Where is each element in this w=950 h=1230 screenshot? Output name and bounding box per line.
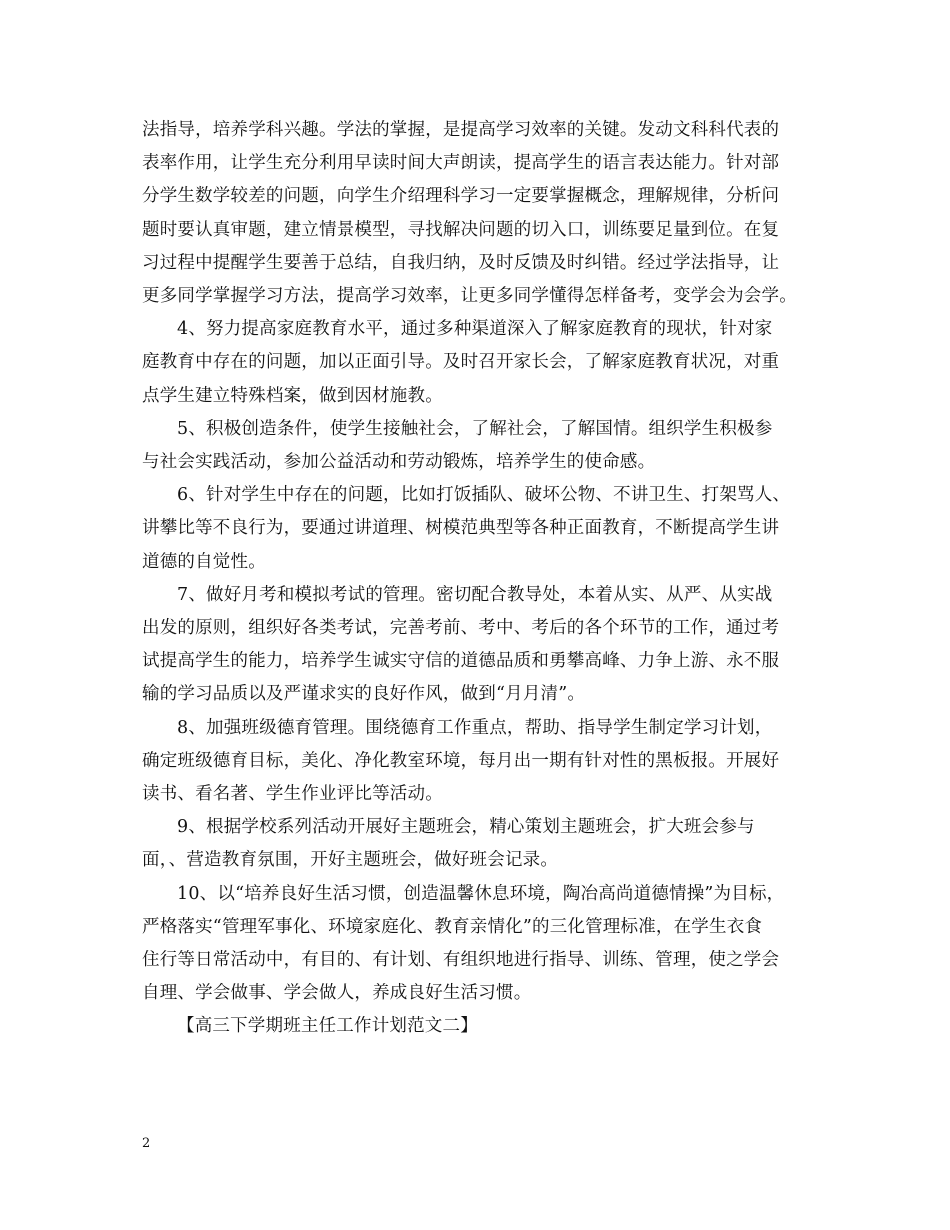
text-line: 面，、营造教育氛围，开好主题班会，做好班会记录。 (142, 850, 559, 871)
text-line: 分学生数学较差的问题，向学生介绍理科学习一定要掌握概念，理解规律，分析问 (142, 186, 780, 207)
paragraph-study-methods (142, 114, 822, 313)
page-number: 2 (142, 1136, 151, 1151)
text-line: 习过程中提醒学生要善于总结，自我归纳，及时反馈及时纠错。经过学法指导，让 (142, 252, 780, 273)
paragraph-item-5 (142, 413, 822, 479)
text-line: 讲攀比等不良行为，要通过讲道理、树模范典型等各种正面教育，不断提高学生讲 (142, 518, 780, 539)
text-line: 庭教育中存在的问题，加以正面引导。及时召开家长会，了解家庭教育状况，对重 (142, 352, 780, 373)
text-line: 与社会实践活动，参加公益活动和劳动锻炼，培养学生的使命感。 (142, 452, 656, 473)
paragraph-item-9 (142, 811, 822, 877)
text-line: 试提高学生的能力，培养学生诚实守信的道德品质和勇攀高峰、力争上游、永不服 (142, 651, 780, 672)
paragraph-item-8 (142, 712, 822, 812)
paragraph-item-10 (142, 878, 822, 1011)
text-line: 7、做好月考和模拟考试的管理。密切配合教导处，本着从实、从严、从实战 (177, 584, 773, 605)
text-line: 6、针对学生中存在的问题，比如打饭插队、破坏公物、不讲卫生、打架骂人、 (177, 485, 791, 506)
section-heading: 【高三下学期班主任工作计划范文二】 (177, 1016, 478, 1037)
text-line: 10、以“培养良好生活习惯，创造温馨休息环境，陶冶高尚道德情操”为目标， (177, 883, 785, 904)
text-line: 道德的自觉性。 (142, 551, 266, 572)
paragraph-item-4 (142, 313, 822, 413)
paragraph-item-6 (142, 479, 822, 579)
text-line: 5、积极创造条件，使学生接触社会，了解社会，了解国情。组织学生积极参 (177, 418, 773, 439)
text-line: 读书、看名著、学生作业评比等活动。 (142, 784, 443, 805)
text-line: 9、根据学校系列活动开展好主题班会，精心策划主题班会，扩大班会参与 (177, 817, 755, 838)
text-line: 表率作用，让学生充分利用早读时间大声朗读，提高学生的语言表达能力。针对部 (142, 153, 780, 174)
text-line: 更多同学掌握学习方法，提高学习效率，让更多同学懂得怎样备考，变学会为会学。 (142, 286, 797, 307)
text-line: 出发的原则，组织好各类考试，完善考前、考中、考后的各个环节的工作，通过考 (142, 618, 780, 639)
text-line: 确定班级德育目标，美化、净化教室环境，每月出一期有针对性的黑板报。开展好 (142, 750, 780, 771)
text-line: 8、加强班级德育管理。围绕德育工作重点，帮助、指导学生制定学习计划， (177, 717, 773, 738)
document-body (142, 114, 822, 1044)
text-line: 住行等日常活动中，有目的、有计划、有组织地进行指导、训练、管理，使之学会 (142, 950, 780, 971)
text-line: 法指导，培养学科兴趣。学法的掌握，是提高学习效率的关键。发动文科科代表的 (142, 120, 780, 140)
text-line: 4、努力提高家庭教育水平，通过多种渠道深入了解家庭教育的现状，针对家 (177, 319, 773, 340)
paragraph-item-7 (142, 579, 822, 712)
text-line: 点学生建立特殊档案，做到因材施教。 (142, 385, 443, 406)
text-line: 题时要认真审题，建立情景模型，寻找解决问题的切入口，训练要足量到位。在复 (142, 219, 780, 240)
text-line: 自理、学会做事、学会做人，养成良好生活习惯。 (142, 983, 532, 1004)
text-line: 严格落实“管理军事化、环境家庭化、教育亲情化”的三化管理标准，在学生衣食 (142, 916, 763, 937)
text-line: 输的学习品质以及严谨求实的良好作风，做到“月月清”。 (142, 684, 586, 705)
